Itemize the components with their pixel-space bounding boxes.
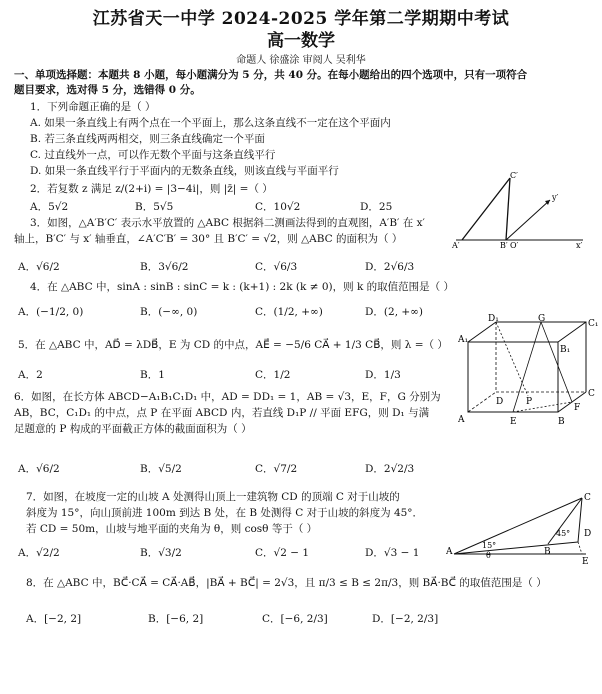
q6-option-d[interactable]: D．2√2/3 — [365, 463, 415, 475]
fig7-label-e: E — [582, 557, 589, 567]
fig6-label-f: F — [574, 403, 581, 413]
fig3-label-a: A′ — [452, 241, 460, 250]
q4-option-b[interactable]: B．(−∞, 0) — [140, 306, 198, 318]
q7-option-c[interactable]: C．√2 − 1 — [255, 547, 310, 559]
q6-option-b[interactable]: B．√5/2 — [140, 463, 182, 475]
q5-option-a[interactable]: A．2 — [18, 369, 43, 381]
fig6-label-c: C — [588, 389, 595, 399]
fig3-label-c: C′ — [510, 171, 518, 180]
q8-option-b[interactable]: B．[−6, 2] — [148, 613, 204, 625]
fig3-label-x: x′ — [576, 241, 583, 250]
q1-option-c[interactable]: C. 过直线外一点，可以作无数个平面与这条直线平行 — [30, 149, 276, 161]
q8-option-a[interactable]: A．[−2, 2] — [26, 613, 82, 625]
q7-stem-2: 斜度为 15°，向山顶前进 100m 到达 B 处，在 B 处测得 C 对于山坡的斜度为 45°． — [26, 507, 424, 519]
q2-option-a[interactable]: A．5√2 — [30, 201, 69, 213]
fig6-label-a: A — [458, 415, 465, 425]
figure-q3 — [448, 170, 588, 254]
q7-stem-1: 7．如图，在坡度一定的山坡 A 处测得山顶上一建筑物 CD 的顶端 C 对于山坡的 — [26, 491, 400, 503]
fig6-label-d1: D₁ — [488, 314, 499, 324]
q6-stem-2: AB，BC，C₁D₁ 的中点，点 P 在平面 ABCD 内，若直线 D₁P // 平面 EFG，则 D₁ 与满 — [14, 407, 430, 419]
q2-option-b[interactable]: B．5√5 — [135, 201, 174, 213]
fig7-label-d: D — [584, 529, 592, 539]
exam-title: 江苏省天一中学 2024-2025 学年第二学期期中考试 — [92, 9, 510, 29]
q1-stem: 1．下列命题正确的是（ ） — [30, 101, 156, 113]
q8-option-d[interactable]: D．[−2, 2/3] — [372, 613, 439, 625]
fig6-label-b: B — [558, 417, 565, 427]
q4-option-d[interactable]: D．(2, +∞) — [365, 306, 424, 318]
q1-option-a[interactable]: A. 如果一条直线上有两个点在一个平面上，那么这条直线不一定在这个平面内 — [30, 117, 391, 129]
q8-option-c[interactable]: C．[−6, 2/3] — [262, 613, 328, 625]
fig6-label-a1: A₁ — [458, 335, 469, 345]
q5-option-d[interactable]: D．1/3 — [365, 369, 401, 381]
q7-option-b[interactable]: B．√3/2 — [140, 547, 182, 559]
q6-option-a[interactable]: A．√6/2 — [18, 463, 60, 475]
q4-stem: 4．在 △ABC 中，sinA : sinB : sinC = k : (k+1) : 2k (k ≠ 0)，则 k 的取值范围是（ ） — [30, 281, 455, 293]
fig6-label-e: E — [510, 417, 517, 427]
q3-option-d[interactable]: D．2√6/3 — [365, 261, 415, 273]
fig6-label-g: G — [538, 314, 546, 324]
q5-option-c[interactable]: C．1/2 — [255, 369, 291, 381]
q1-option-d[interactable]: D. 如果一条直线平行于平面内的无数条直线，则该直线与平面平行 — [30, 165, 339, 177]
fig3-label-b: B′ — [500, 241, 508, 250]
fig3-label-o: O′ — [510, 241, 519, 250]
q7-stem-3: 若 CD = 50m，山坡与地平面的夹角为 θ，则 cosθ 等于（ ） — [26, 523, 318, 535]
fig7-label-15: 15° — [482, 541, 497, 550]
fig7-label-a: A — [446, 547, 453, 557]
q3-option-a[interactable]: A．√6/2 — [18, 261, 60, 273]
fig6-label-d: D — [496, 397, 504, 407]
fig6-label-b1: B₁ — [560, 345, 571, 355]
q7-option-a[interactable]: A．√2/2 — [18, 547, 60, 559]
fig7-label-theta: θ — [486, 551, 491, 560]
q6-stem-1: 6．如图，在长方体 ABCD−A₁B₁C₁D₁ 中，AD = DD₁ = 1，AB = √3，E，F，G 分别为 — [14, 391, 441, 403]
figure-q7 — [446, 488, 596, 572]
q1-option-b[interactable]: B. 若三条直线两两相交，则三条直线确定一个平面 — [30, 133, 265, 145]
q4-option-c[interactable]: C．(1/2, +∞) — [255, 306, 323, 318]
q3-stem-1: 3．如图，△A′B′C′ 表示水平放置的 △ABC 根据斜二测画法得到的直观图，A′B′ 在 x′ — [30, 217, 425, 229]
section-heading-cont: 题目要求，选对得 5 分，选错得 0 分。 — [14, 84, 201, 96]
q7-option-d[interactable]: D．√3 − 1 — [365, 547, 420, 559]
q6-option-c[interactable]: C．√7/2 — [255, 463, 298, 475]
q3-option-c[interactable]: C．√6/3 — [255, 261, 298, 273]
q5-stem: 5．在 △ABC 中，AD⃗ = λDB⃗，E 为 CD 的中点，AE⃗ = −5/6 CA⃗ + 1/3 CB⃗，则 λ =（ ） — [18, 339, 448, 351]
q2-option-d[interactable]: D．25 — [360, 201, 393, 213]
figure-q6 — [458, 312, 600, 431]
q8-stem: 8．在 △ABC 中，BC⃗·CA⃗ = CA⃗·AB⃗，|BA⃗ + BC⃗| = 2√3，且 π/3 ≤ B ≤ 2π/3，则 BA⃗·BC⃗ 的取值范围是（ ） — [26, 577, 547, 589]
section-heading: 一、单项选择题：本题共 8 小题，每小题满分为 5 分，共 40 分。在每小题给出的四个选项中，只有一项符合 — [14, 69, 528, 81]
fig7-label-b: B — [544, 547, 551, 557]
q4-option-a[interactable]: A．(−1/2, 0) — [18, 306, 84, 318]
fig7-label-45: 45° — [556, 529, 571, 538]
author-line: 命题人 徐盛涂 审阅人 吴利华 — [236, 55, 366, 66]
fig6-label-p: P — [526, 397, 533, 407]
fig6-label-c1: C₁ — [588, 319, 599, 329]
q3-stem-2: 轴上，B′C′ 与 x′ 轴垂直，∠A′C′B′ = 30° 且 B′C′ = √2，则 △ABC 的面积为（ ） — [14, 233, 403, 245]
fig7-label-c: C — [584, 493, 591, 503]
q3-option-b[interactable]: B．3√6/2 — [140, 261, 189, 273]
q2-stem: 2．若复数 z 满足 z/(2+i) = |3−4i|，则 |z̄| =（ ） — [30, 183, 273, 195]
q5-option-b[interactable]: B．1 — [140, 369, 165, 381]
fig3-label-y: y′ — [552, 193, 559, 202]
q6-stem-3: 足题意的 P 构成的平面截正方体的截面面积为（ ） — [14, 423, 252, 435]
exam-subtitle: 高一数学 — [267, 31, 335, 51]
q2-option-c[interactable]: C．10√2 — [255, 201, 301, 213]
